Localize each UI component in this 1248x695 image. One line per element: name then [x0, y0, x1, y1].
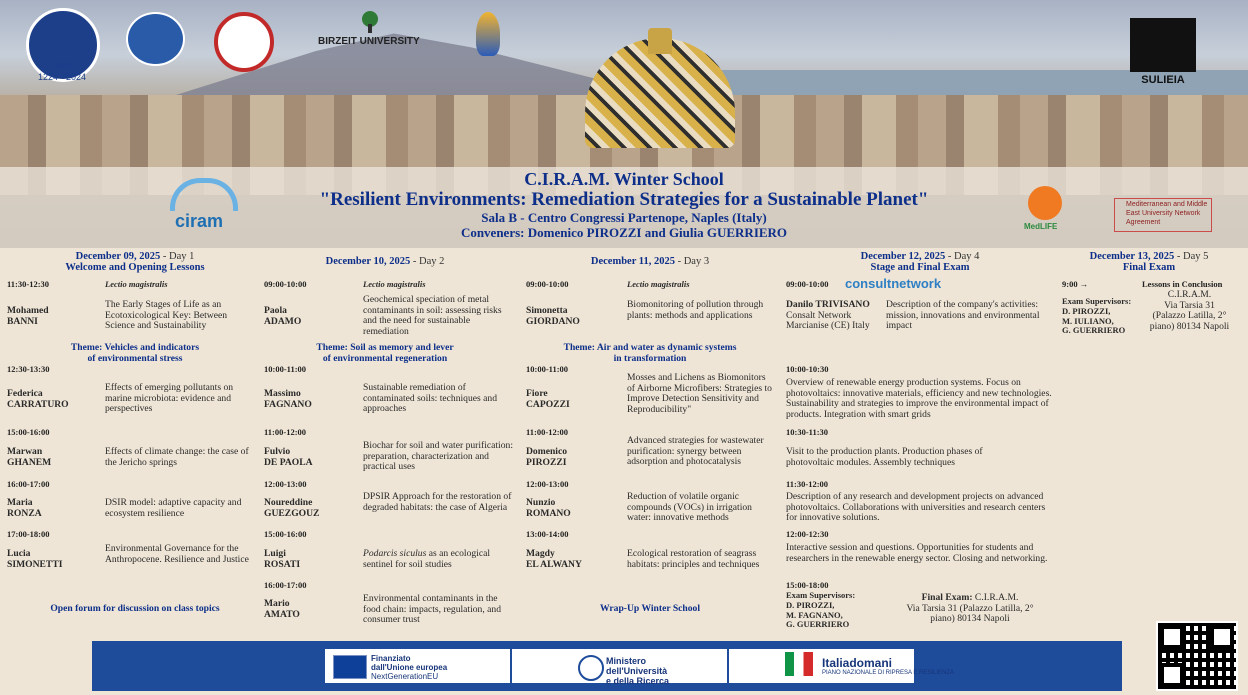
day4-s1-talk: Description of the company's activities: mission, innovations and environmental impact: [886, 299, 1040, 332]
day5-subtitle: Final Exam: [1122, 262, 1176, 273]
day2-s3-talk: Biochar for soil and water purification: preparation, characterization and practical uses: [363, 440, 513, 473]
day2-s2-speaker: Massimo FAGNANO: [264, 388, 312, 410]
pnrr-text: PIANO NAZIONALE DI RIPRESA E RESILIENZA: [822, 670, 955, 676]
unina-logo-text: UNINA: [46, 60, 78, 71]
day5-location: C.I.R.A.M. Via Tarsia 31 (Palazzo Latilla, 2° piano) 80134 Napoli: [1149, 289, 1230, 332]
day4-exam-supervisors: Exam Supervisors: D. PIROZZI, M. FAGNANO, G. GUERRIERO: [786, 590, 856, 630]
day1-s2-speaker: Federica CARRATURO: [7, 388, 69, 410]
day1-s5-speaker: Lucia SIMONETTI: [7, 548, 63, 570]
university-seal-logo: [126, 12, 185, 66]
day5-lessons: Lessons in Conclusion: [1142, 279, 1223, 289]
day3-s2-time: 10:00-11:00: [526, 364, 569, 374]
day4-s3-talk: Visit to the production plants. Production phases of photovoltaic modules. Assembly techniques: [786, 446, 983, 468]
ministry-text: Ministero dell'Università e della Ricerca: [606, 656, 670, 686]
italy-flag-icon: [785, 652, 813, 676]
day1-s1-type: Lectio magistralis: [105, 279, 168, 289]
day4-s1-speaker: Danilo TRIVISANO Consalt Network Marcianise (CE) Italy: [786, 299, 870, 332]
day2-s1-time: 09:00-10:00: [264, 279, 307, 289]
day4-header: [800, 251, 1040, 273]
day3-s4-time: 12:00-13:00: [526, 479, 569, 489]
day4-final-exam: Final Exam: C.I.R.A.M. Via Tarsia 31 (Palazzo Latilla, 2° piano) 80134 Napoli: [906, 592, 1034, 625]
day1-s3-talk: Effects of climate change: the case of the Jericho springs: [105, 446, 249, 468]
italiadomani-logo-text: Italiadomani: [822, 656, 893, 670]
day1-s3-time: 15:00-16:00: [7, 427, 50, 437]
day3-s4-talk: Reduction of volatile organic compounds (VOCs) in irrigation water: innovative methods: [627, 491, 752, 524]
day1-header: [20, 251, 250, 273]
day2-theme: Theme: Soil as memory and lever of environmental regeneration: [316, 342, 454, 364]
day3-s1-talk: Biomonitoring of pollution through plants: methods and applications: [627, 299, 764, 321]
day2-s5-speaker: Luigi ROSATI: [264, 548, 301, 570]
day2-s1-type: Lectio magistralis: [363, 279, 426, 289]
day3-s2-talk: Mosses and Lichens as Biomonitors of Airborne Microfibers: Strategies to Improve Detection Sensitivity and Reproducibility": [627, 372, 772, 415]
eu-flag-icon: [333, 655, 367, 679]
day2-s4-time: 12:00-13:00: [264, 479, 307, 489]
day2-s2-time: 10:00-11:00: [264, 364, 307, 374]
header-titles: [0, 168, 1248, 240]
day3-header: [535, 256, 765, 267]
day3-theme: Theme: Air and water as dynamic systems in transformation: [563, 342, 737, 364]
consultnetwork-logo: consultnetwork: [845, 276, 942, 291]
day5-time: 9:00 →: [1062, 279, 1089, 289]
day2-s1-speaker: Paola ADAMO: [264, 305, 302, 327]
day4-s5-time: 12:00-12:30: [786, 529, 829, 539]
qr-finder-topright: [1210, 625, 1234, 649]
day3-s3-talk: Advanced strategies for wastewater purification: synergy between adsorption and photocatalysis: [627, 435, 764, 468]
day4-s4-time: 11:30-12:00: [786, 479, 829, 489]
flame-logo: [476, 12, 500, 56]
ministry-emblem-icon: [578, 655, 604, 681]
day2-s4-talk: DPSIR Approach for the restoration of degraded habitats: the case of Algeria: [363, 491, 512, 513]
day5-exam-supervisors: Exam Supervisors: D. PIROZZI, M. IULIANO, G. GUERRIERO: [1062, 296, 1132, 336]
unina-logo-years: 1224 · 2024: [37, 72, 87, 82]
day1-s5-time: 17:00-18:00: [7, 529, 50, 539]
day5-header: [1064, 251, 1234, 273]
day2-s6-speaker: Mario AMATO: [264, 598, 300, 620]
day1-s4-speaker: Maria RONZA: [7, 497, 42, 519]
sulieia-logo: [1130, 18, 1196, 72]
day1-date: December 09, 2025: [75, 251, 161, 262]
day2-s5-talk: Podarcis siculus as an ecological sentinel for soil studies: [363, 548, 491, 570]
day4-subtitle: Stage and Final Exam: [870, 262, 970, 273]
day2-s3-time: 11:00-12:00: [264, 427, 307, 437]
day4-s6-time: 15:00-18:00: [786, 580, 829, 590]
day3-s5-talk: Ecological restoration of seagrass habitats: principles and techniques: [627, 548, 760, 570]
day1-subtitle: Welcome and Opening Lessons: [65, 262, 205, 273]
day4-number: - Day 4: [945, 251, 980, 262]
day3-s1-type: Lectio magistralis: [627, 279, 690, 289]
day3-s2-speaker: Fiore CAPOZZI: [526, 388, 570, 410]
venue: Sala B - Centro Congressi Partenope, Naples (Italy): [481, 210, 767, 225]
majolica-dome: [585, 38, 735, 148]
ciram-logo-text: ciram: [175, 211, 224, 231]
day1-theme: Theme: Vehicles and indicators of environmental stress: [70, 342, 200, 364]
school-title: C.I.R.A.M. Winter School: [524, 169, 724, 189]
day2-s4-speaker: Noureddine GUEZGOUZ: [264, 497, 320, 519]
day2-s5-time: 15:00-16:00: [264, 529, 307, 539]
school-subtitle: "Resilient Environments: Remediation Strategies for a Sustainable Planet": [319, 189, 929, 210]
day2-s1-talk: Geochemical speciation of metal contaminants in soil: assessing risks and the need for sustainable remediation: [363, 294, 502, 337]
day3-wrapup: Wrap-Up Winter School: [599, 603, 701, 614]
birzeit-logo-text: BIRZEIT UNIVERSITY: [318, 36, 420, 47]
day2-header: [270, 256, 500, 267]
day1-number: - Day 1: [160, 251, 195, 262]
day1-s4-time: 16:00-17:00: [7, 479, 50, 489]
day4-s3-time: 10:30-11:30: [786, 427, 829, 437]
day2-s6-time: 16:00-17:00: [264, 580, 307, 590]
day3-s3-time: 11:00-12:00: [526, 427, 569, 437]
day1-s1-talk: The Early Stages of Life as an Ecotoxicological Key: Between Science and Sustainability: [105, 299, 228, 332]
dome-lantern: [648, 28, 672, 54]
day1-s4-talk: DSIR model: adaptive capacity and ecosystem resilience: [105, 497, 242, 519]
day2-number: - Day 2: [410, 256, 445, 267]
eu-funding-text: Finanziato dall'Unione europea NextGenerationEU: [371, 654, 448, 681]
qr-code[interactable]: [1156, 621, 1238, 691]
day4-s1-time: 09:00-10:00: [786, 279, 829, 289]
day3-s3-speaker: Domenico PIROZZI: [526, 446, 568, 468]
day1-s2-time: 12:30-13:30: [7, 364, 50, 374]
day1-s1-time: 11:30-12:30: [7, 279, 50, 289]
day4-s2-time: 10:00-10:30: [786, 364, 829, 374]
day1-s2-talk: Effects of emerging pollutants on marine microbiota: evidence and perspectives: [105, 382, 234, 415]
conveners: Conveners: Domenico PIROZZI and Giulia GUERRIERO: [460, 225, 788, 240]
day1-s5-talk: Environmental Governance for the Anthropocene. Resilience and Justice: [105, 543, 249, 565]
unimed-logo-text: Mediterranean and Middle East University Network Agreement: [1126, 201, 1208, 226]
day2-s3-speaker: Fulvio DE PAOLA: [264, 446, 313, 468]
qr-finder-bottomleft: [1160, 663, 1184, 687]
birzeit-tree-icon: [350, 10, 390, 34]
medlife-logo-text: MedLIFE: [1024, 222, 1058, 231]
day2-date: December 10, 2025: [325, 256, 411, 267]
sulieia-logo-text: SULIEIA: [1141, 74, 1185, 86]
day3-s5-time: 13:00-14:00: [526, 529, 569, 539]
day2-s2-talk: Sustainable remediation of contaminated soils: techniques and approaches: [363, 382, 498, 415]
day3-s5-speaker: Magdy EL ALWANY: [526, 548, 582, 570]
day5-number: - Day 5: [1174, 251, 1209, 262]
qr-finder-topleft: [1160, 625, 1184, 649]
day3-s4-speaker: Nunzio ROMANO: [526, 497, 571, 519]
day4-s2-talk: Overview of renewable energy production systems. Focus on photovoltaics: innovative materials, efficiency and new technologies. Sustainability and strategies to improve the environmental impact of products. Integration with smart grids: [786, 377, 1052, 420]
day3-s1-speaker: Simonetta GIORDANO: [526, 305, 580, 327]
day1-open-forum: Open forum for discussion on class topics: [50, 603, 220, 614]
university-emblem-logo: [214, 12, 274, 72]
day1-s1-speaker: Mohamed BANNI: [7, 305, 49, 327]
day2-s6-talk: Environmental contaminants in the food chain: impacts, regulation, and consumer trust: [363, 593, 502, 626]
day3-number: - Day 3: [674, 256, 710, 267]
day4-s4-talk: Description of any research and development projects on advanced photovoltaics. Collaborations with universities and research centers for innovative solutions.: [786, 491, 1046, 524]
day1-s3-speaker: Marwan GHANEM: [7, 446, 52, 468]
day5-date: December 13, 2025: [1089, 251, 1175, 262]
day4-date: December 12, 2025: [860, 251, 946, 262]
day4-s5-talk: Interactive session and questions. Opportunities for students and researchers in the renewable energy sector. Closing and networking.: [786, 542, 1048, 564]
day3-date: December 11, 2025: [590, 256, 675, 267]
day3-s1-time: 09:00-10:00: [526, 279, 569, 289]
